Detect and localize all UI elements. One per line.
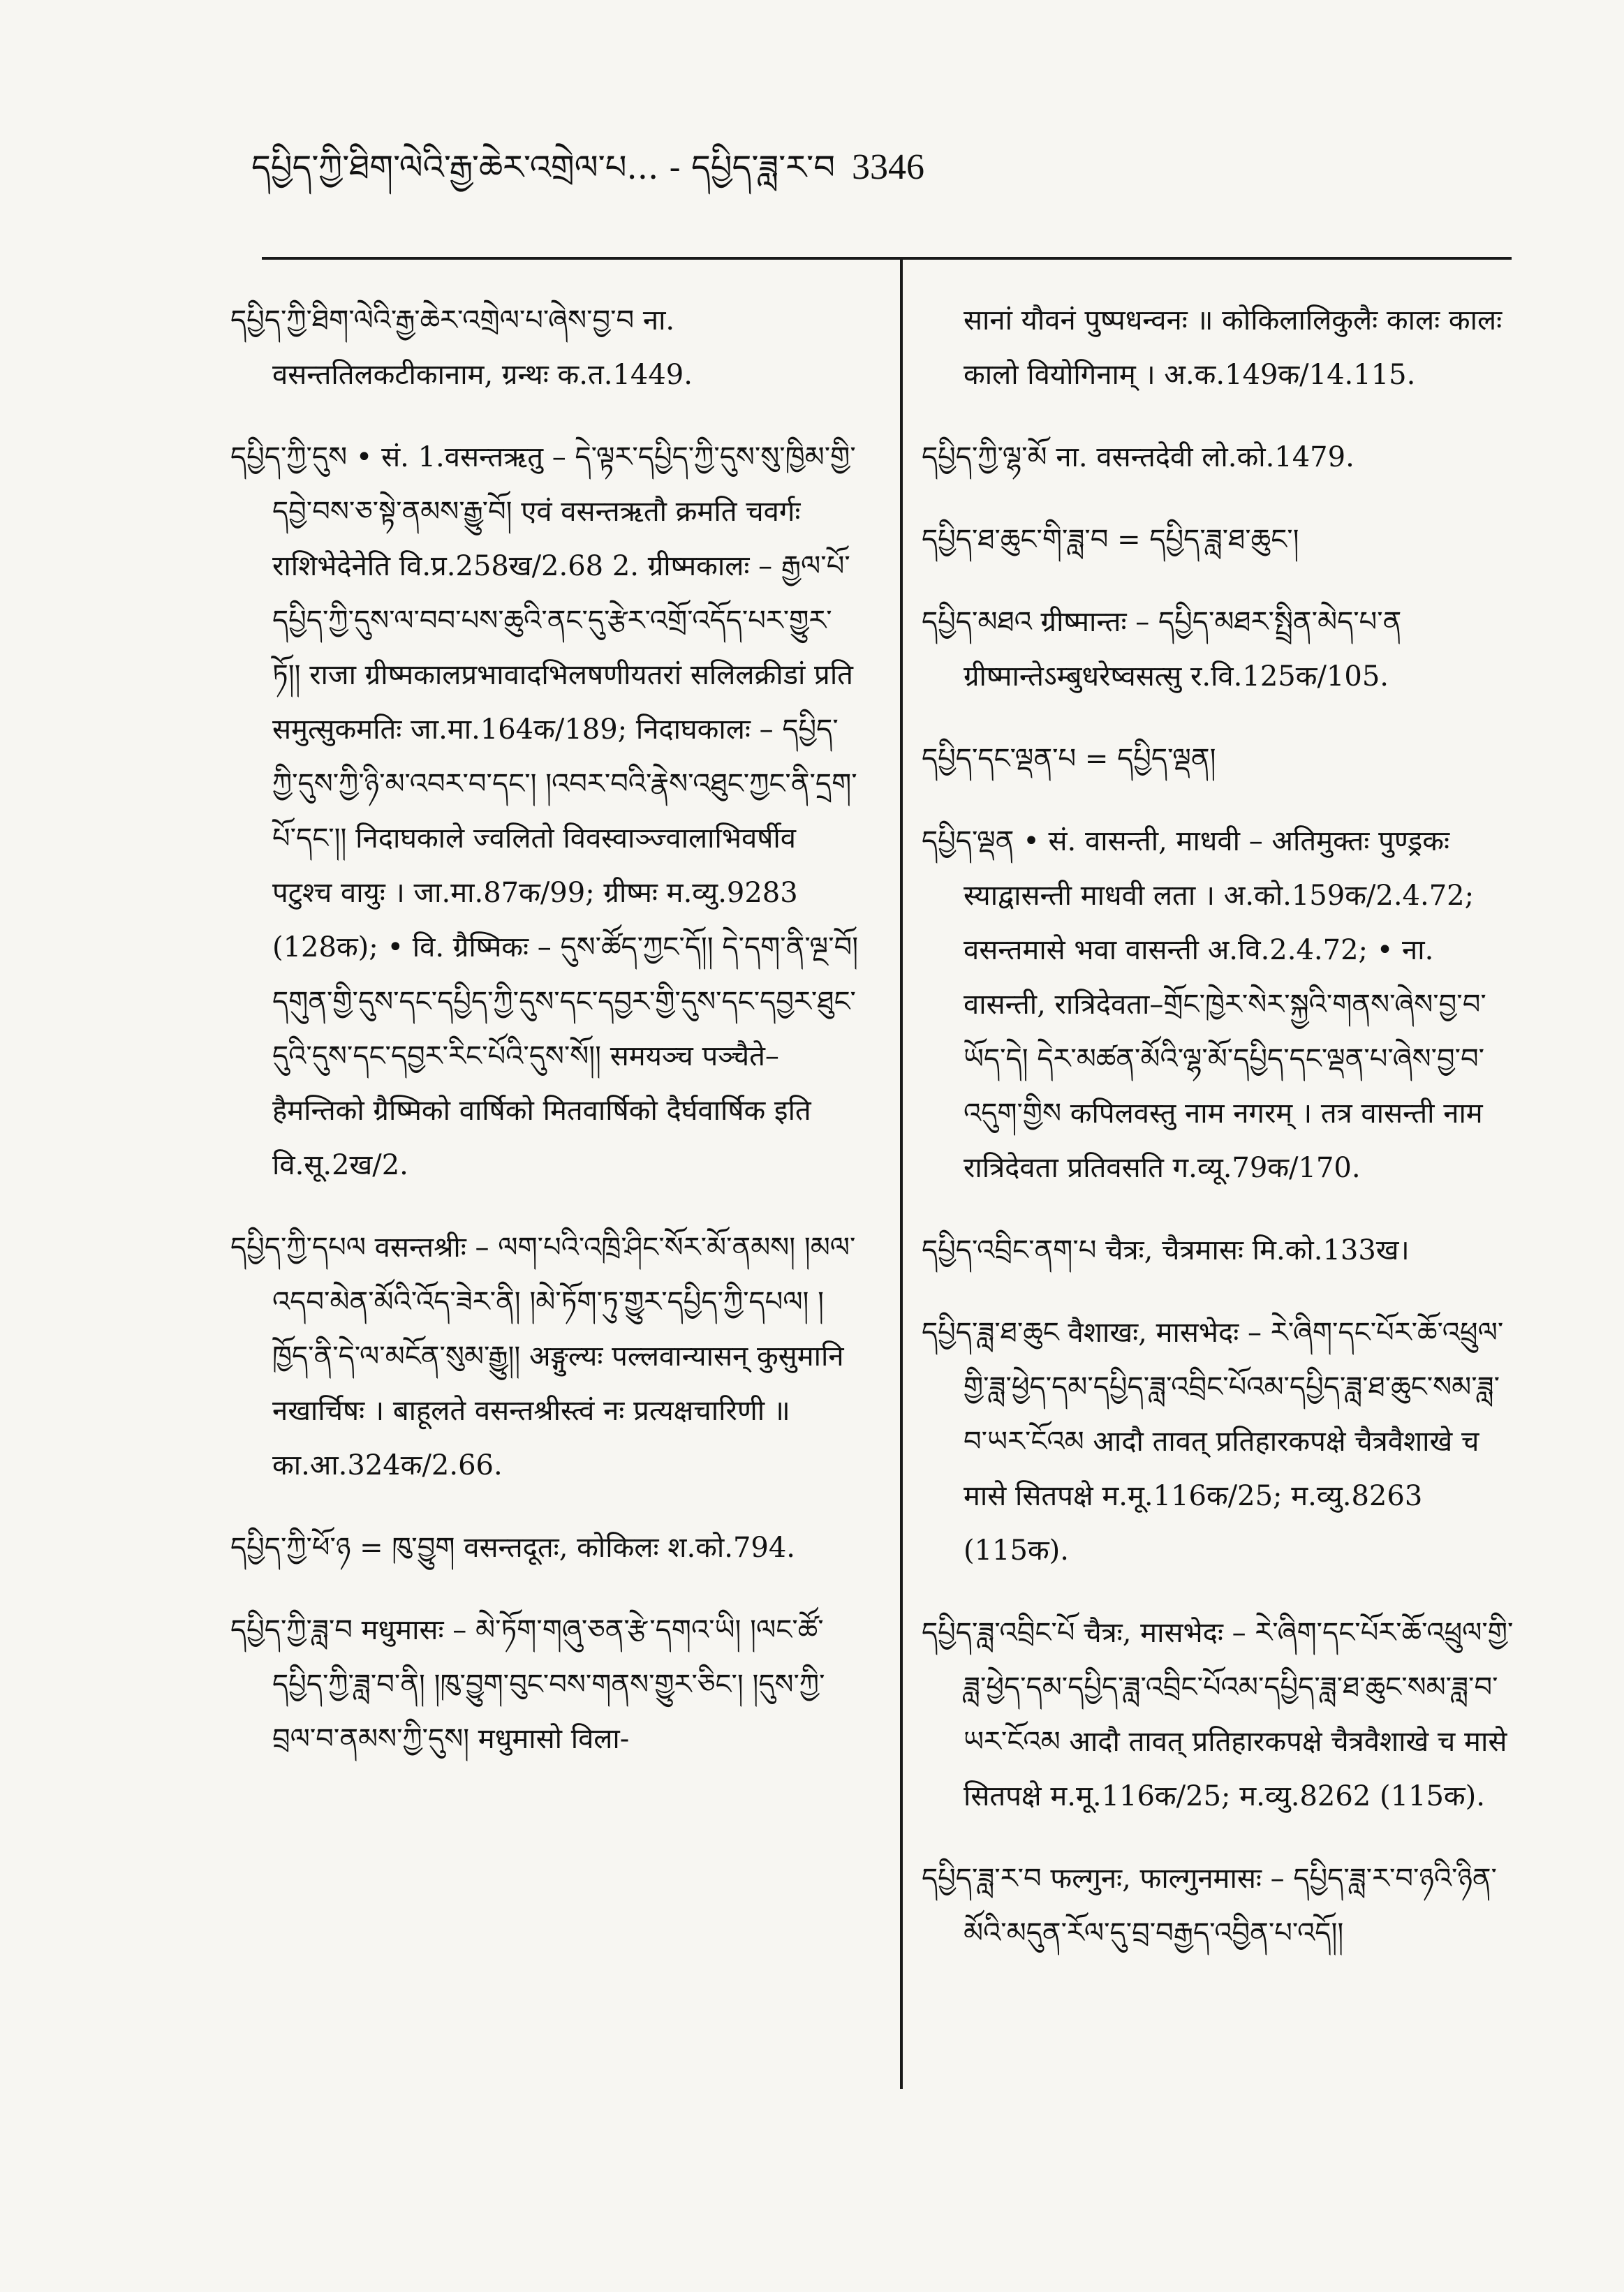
- dictionary-entry: དཔྱིད་ཀྱི་ཐིག་ལེའི་རྒྱ་ཆེར་འགྲེལ་པ་ཞེས་བྱ་བ ना. वसन्ततिलकटीकानाम, ग्रन्थः क.त.1449.: [230, 304, 693, 391]
- dictionary-entry: དཔྱིད་ཟླ་ར་བ फल्गुनः, फाल्गुनमासः – དཔྱིད་ཟླ་ར་བ་ཉའི་ཉིན་མོའི་མདུན་རོལ་དུ་བྲ་བརྒྱད་འབྱིན་པ་འདོ།།: [922, 1863, 1497, 1949]
- dictionary-entry: དཔྱིད་ལྡན • सं. वासन्ती, माधवी – अतिमुक्तः पुण्ड्रकः स्याद्वासन्ती माधवी लता । अ.को.159क/2.4.72; वसन्तमासे भवा वासन्ती अ.वि.2.4.72; • ना. वासन्ती, रात्रिदेवता–གྲོང་ཁྱེར་སེར་སྐྱའི་གནས་ཞེས་བྱ་བ་ཡོད་དེ། དེར་མཚན་མོའི་ལྷ་མོ་དཔྱིད་དང་ལྡན་པ་ཞེས་བྱ་བ་འདུག་གྱིས कपिलवस्तु नाम नगरम् । तत्र वासन्ती नाम रात्रिदेवता प्रतिवसति ग.व्यू.79क/170.: [922, 825, 1486, 1184]
- dictionary-entry: དཔྱིད་ཀྱི་དཔལ वसन्तश्रीः – ལག་པའི་འཁྲི་ཤིང་སོར་མོ་ནམས། །མལ་འདབ་མེན་མོའི་འོད་ཟེར་ནི། །མེ་ཏོག་ཏུ་གྱུར་དཔྱིད་ཀྱི་དཔལ། །ཁྱོད་ནི་དེ་ལ་མངོན་སུམ་རྒྱུ།། अङ्गुल्यः पल्लवान्यासन् कुसुमानि नखार्चिषः । बाहूलते वसन्तश्रीस्त्वं नः प्रत्यक्षचारिणी ॥ का.आ.324क/2.66.: [230, 1232, 856, 1481]
- dictionary-entry: དཔྱིད་ཀྱི་དུས • सं. 1.वसन्तऋतु – དེ་ལྟར་དཔྱིད་ཀྱི་དུས་སུ་ཁྱིམ་གྱི་དབྱེ་བས་ཅ་སྟེ་ནམས་རྒྱུ་བོ། एवं वसन्तऋतौ क्रमति चवर्गः राशिभेदेनेति वि.प्र.258ख/2.68 2. ग्रीष्मकालः – རྒྱལ་པོ་དཔྱིད་ཀྱི་དུས་ལ་བབ་པས་ཆུའི་ནང་དུ་རྩེར་འགྲོ་འདོད་པར་གྱུར་ཏོ།། राजा ग्रीष्मकालप्रभावादभिलषणीयतरां सलिलक्रीडां प्रति समुत्सुकमतिः जा.मा.164क/189; निदाघकालः – དཔྱིད་ཀྱི་དུས་ཀྱི་ཉི་མ་འབར་བ་དང་། །འབར་བའི་རྣེས་འཐུང་ཀྱང་ནི་དྲག་པོ་དང་།། निदाघकाले ज्वलितो विवस्वाञ्ज्वालाभिवर्षीव पटुश्च वायुः । जा.मा.87क/99; ग्रीष्मः म.व्यु.9283 (128क); • वि. ग्रैष्मिकः – དུས་ཚོད་ཀྱང་དོ།། དེ་དག་ནི་ལྔ་བོ། དགུན་གྱི་དུས་དང་དཔྱིད་ཀྱི་དུས་དང་དབྱར་གྱི་དུས་དང་དབྱར་ཐུང་དུའི་དུས་དང་དབྱར་རིང་པོའི་དུས་སོ།། समयञ्च पञ्चैते–हैमन्तिको ग्रैष्मिको वार्षिको मितवार्षिको दैर्घवार्षिक इति वि.सू.2ख/2.: [230, 441, 859, 1181]
- page-header: [251, 147, 1368, 188]
- dictionary-entry: དཔྱིད་དང་ལྡན་པ = དཔྱིད་ལྡན།: [922, 743, 1216, 775]
- dictionary-entry: དཔྱིད་ཀྱི་ཟླ་བ मधुमासः – མེ་ཏོག་གཞུ་ཅན་རྩེ་དགའ་ཡི། །ལང་ཚོ་དཔྱིད་ཀྱི་ཟླ་བ་ནི། །ཁུ་བྱུག་བུང་བས་གནས་གྱུར་ཅིང་། །དུས་ཀྱི་བྲལ་བ་ནམས་ཀྱི་དུས། मधुमासो विला-: [230, 1614, 825, 1755]
- dictionary-entry: དཔྱིད་ཀྱི་ཕོ་ཉ = ཁུ་བྱུག वसन्तदूतः, कोकिलः श.को.794.: [230, 1532, 796, 1564]
- dictionary-entry: དཔྱིད་ཟླ་ཐ་ཆུང वैशाखः, मासभेदः – རེ་ཞིག་དང་པོར་ཆོ་འཕྲུལ་གྱི་ཟླ་ཕྱེད་དམ་དཔྱིད་ཟླ་འབྲིང་པོའམ་དཔྱིད་ཟླ་ཐ་ཆུང་སམ་ཟླ་བ་ཡར་ངོའམ आदौ तावत् प्रतिहारकपक्षे चैत्रवैशाखे च मासे सितपक्षे म.मू.116क/25; म.व्यु.8263 (115क).: [922, 1317, 1504, 1567]
- dictionary-entry: དཔྱིད་ཐ་ཆུང་གི་ཟླ་བ = དཔྱིད་ཟླ་ཐ་ཆུང་།: [922, 524, 1299, 556]
- header-rule: [262, 257, 1512, 260]
- dictionary-entry-continuation: सानां यौवनं पुष्पधन्वनः ॥ कोकिलालिकुलैः कालः कालः कालो वियोगिनाम् । अ.क.149क/14.115.: [964, 304, 1503, 391]
- dictionary-entry: དཔྱིད་ཀྱི་ལྷ་མོ ना. वसन्तदेवी लो.को.1479.: [922, 441, 1354, 473]
- page-number: 3346: [851, 147, 924, 187]
- dictionary-entry: དཔྱིད་ཟླ་འབྲིང་པོ चैत्रः, मासभेदः – རེ་ཞིག་དང་པོར་ཆོ་འཕྲུལ་གྱི་ཟླ་ཕྱེད་དམ་དཔྱིད་ཟླ་འབྲིང་པོའམ་དཔྱིད་ཟླ་ཐ་ཆུང་སམ་ཟླ་བ་ཡར་ངོའམ आदौ तावत् प्रतिहारकपक्षे चैत्रवैशाखे च मासे सितपक्षे म.मू.116क/25; म.व्यु.8262 (115क).: [922, 1617, 1514, 1812]
- left-column: [230, 265, 859, 1790]
- right-column: [922, 265, 1522, 1984]
- dictionary-entry: དཔྱིད་འབྲིང་ནག་པ चैत्रः, चैत्रमासः मि.को.133ख।: [922, 1234, 1410, 1266]
- column-divider: [900, 260, 903, 2089]
- dictionary-entry: དཔྱིད་མཐའ ग्रीष्मान्तः – དཔྱིད་མཐར་སྤྲིན་མེད་པ་ན ग्रीष्मान्तेऽम्बुधरेष्वसत्सु र.वि.125क/105.: [922, 606, 1402, 693]
- header-range: དཔྱིད་ཀྱི་ཐིག་ལེའི་རྒྱ་ཆེར་འགྲེལ་པ... - དཔྱིད་ཟླ་ར་བ: [251, 148, 835, 187]
